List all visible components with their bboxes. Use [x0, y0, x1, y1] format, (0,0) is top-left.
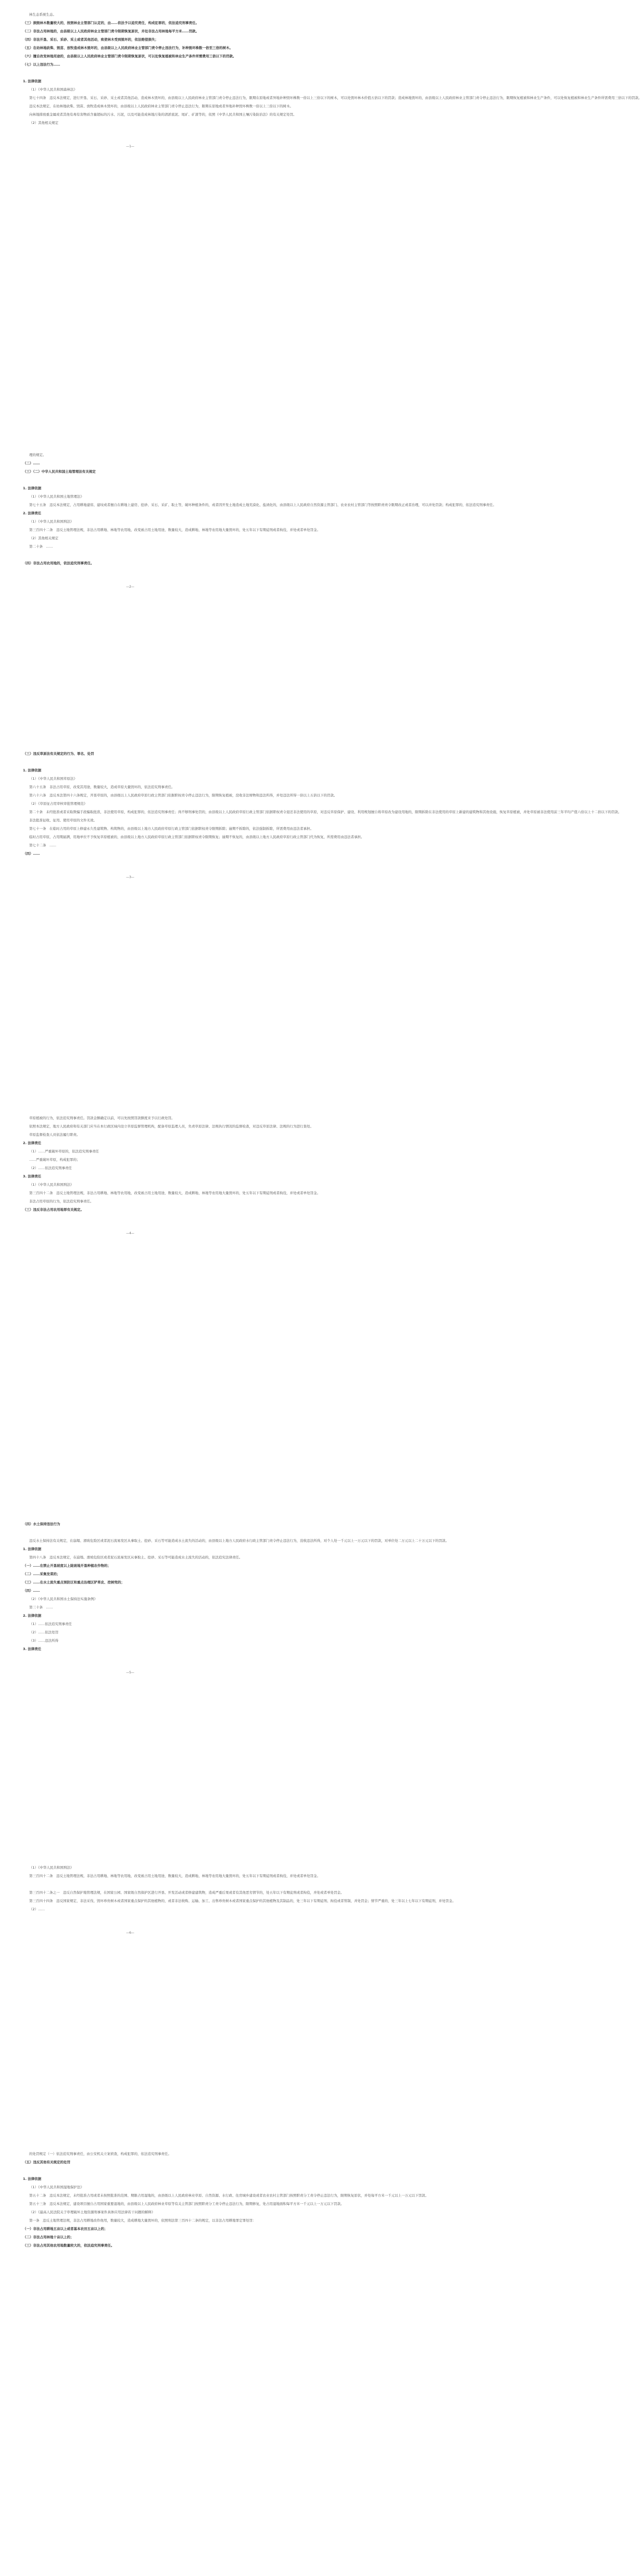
paragraph-line: 3. 法律责任: [23, 1647, 42, 1651]
page-number: —2—: [126, 585, 134, 589]
paragraph-line: （四）非法占用农用地的，依法追究刑事责任。: [23, 561, 94, 565]
paragraph-line: 第二十条 未经批准或者采取欺骗手段骗取批准，非法使用草原，构成犯罪的，依法追究刑事责任；尚不够刑事处罚的，由县级以上人民政府草原行政主管部门依据职权责令退还非法使用的草原，对违反草原保护、建设、利用规划擅自将草原改为建设用地的，限期拆除在非法使用的草原上新建的建筑物和其他设施，恢复草原植被，并处草原被非法使用前三年平均产值六倍以上十二倍以下的罚款。: [29, 810, 622, 814]
paragraph-line: 第三百四十二条 违反土地管理法规，非法占用耕地、林地等农用地，改变被占用土地用途，数量较大，造成耕地、林地等农用地大量毁坏的，处五年以下有期徒刑或者拘役，并处或者单处罚金。: [29, 1191, 320, 1195]
paragraph-line: 第四十八条 违反本法规定，在崩塌、滑坡危险区或者泥石流易发区从事取土、挖砂、采石等可能造成水土流失的活动的，依法追究法律责任。: [29, 1555, 243, 1559]
page: [0, 451, 496, 591]
paragraph-line: （二）非法占用林地的，由县级以上人民政府林业主管部门责令限期恢复原状，并处非法占用林地每平方米……罚款。: [23, 29, 199, 33]
paragraph-line: （七）以上违法行为……: [23, 62, 60, 67]
paragraph-line: 草原植被的行为，依法追究刑事责任。罚款金额确定以前，可以先按照罚款额度来予以行政处罚。: [29, 1116, 175, 1120]
paragraph-line: 非法占用草原的行为，依法追究刑事责任。: [29, 1199, 94, 1203]
paragraph-line: （1）《中华人民共和国刑法》: [29, 519, 74, 524]
paragraph-line: 第三十条 ……: [29, 1605, 53, 1609]
page-number: —1—: [126, 145, 134, 148]
paragraph-line: （五）违反其他有关规定的处罚: [23, 2160, 70, 2164]
paragraph-line: （1）《中华人民共和国湿地保护法》: [29, 2185, 84, 2189]
paragraph-line: 第二十条 ……: [29, 544, 53, 549]
page: [0, 10, 642, 151]
paragraph-line: （1）《中华人民共和国森林法》: [29, 87, 77, 92]
paragraph-line: 第一条 违反土地管理法规，非法占用耕地改作他用，数量较大，造成耕地大量毁坏的，依照刑法第三百四十二条的规定，以非法占用耕地罪定罪处罚：: [29, 2218, 256, 2223]
paragraph-line: （2）……依法处罚: [29, 1630, 59, 1634]
paragraph-line: 第五十三条 违反本法规定，建设项目擅自占用国家重要湿地的，由县级以上人民政府林业草原等有关主管部门按照职责分工责令停止违法行为，限期修复，处占用湿地面积每平方米一千元以上一万元以下罚款。: [29, 2202, 344, 2206]
paragraph-line: （二）非法占用林地十亩以上的；: [23, 2235, 74, 2239]
paragraph-line: （一）非法占用耕地五亩以上或者基本农田五亩以上的；: [23, 2227, 108, 2231]
paragraph-line: （三）违反草原法有关规定的行为、罪名、处罚: [23, 752, 94, 756]
paragraph-line: 第六十五条 非法占用草原，改变其用途，数量较大，造成草原大量毁坏的，依法追究刑事责任。: [29, 785, 175, 789]
paragraph-line: 第七十五条 违反本法规定，占用耕地建窑、建坟或者擅自在耕地上建房、挖砂、采石、采矿、取土等，破坏种植条件的，或者因开发土地造成土地荒漠化、盐渍化的，由县级以上人民政府自然资源主管部门、农业农村主管部门等按照职责责令限期改正或者治理，可以并处罚款；构成犯罪的，依法追究刑事责任。: [29, 503, 496, 507]
paragraph-line: 3. 法律责任: [23, 1174, 42, 1178]
paragraph-line: （六）擅自改变林地用途的，由县级以上人民政府林业主管部门责令限期恢复原状，可以处恢复植被和林业生产条件所需费用三倍以下的罚款。: [23, 54, 236, 58]
paragraph-line: 临时占用草原，占用期届满，用地单位不予恢复草原植被的，由县级以上地方人民政府草原行政主管部门依据职权责令限期恢复；逾期不恢复的，由县级以上地方人民政府草原行政主管部门代为恢复，所需费用由违法者承担。: [29, 835, 364, 839]
paragraph-line: 违反水土保持法有关规定，在崩塌、滑坡危险区或者泥石流易发区从事取土、挖砂、采石等可能造成水土流失的活动的，由县级以上地方人民政府水行政主管部门责令停止违法行为，没收违法所得，对个人处一千元以上一万元以下的罚款，对单位处二万元以上二十万元以下的罚款。: [29, 1539, 449, 1543]
paragraph-line: （二）……: [23, 461, 40, 465]
paragraph-line: 依照本法规定，地方人民政府和有关部门应当在本行政区域内设立草原监督管理机构，配备草原监理人员，负责草原法律、法规执行情况的监督检查，对违反草原法律、法规的行为进行查处。: [29, 1124, 313, 1128]
paragraph-line: （1）《中华人民共和国刑法》: [29, 1183, 74, 1187]
paragraph-line: 第七十一条 在临时占用的草原上修建永久性建筑物、构筑物的，由县级以上地方人民政府草原行政主管部门依据职权责令限期拆除；逾期不拆除的，依法强制拆除，所需费用由违法者承担。: [29, 827, 313, 831]
paragraph-line: （1）《中华人民共和国草原法》: [29, 777, 77, 781]
paragraph-line: （1）……依法追究刑事责任: [29, 1622, 72, 1626]
paragraph-line: ……严重破坏草原，构成犯罪的；: [29, 1158, 80, 1162]
paragraph-line: 2. 法律责任: [23, 1141, 42, 1145]
paragraph-line: （三）损毁林木数量较大的，按照林业主管部门认定的，由……依法予以追究责任，构成犯罪的，依法追究刑事责任。: [23, 21, 199, 25]
page-number: —5—: [126, 1671, 134, 1674]
page: [0, 2150, 429, 2274]
paragraph-line: （二）……采集发菜的；: [23, 1572, 60, 1576]
paragraph-line: 第五十二条 违反本法规定，未经批准占用或者未按照批准的范围、期限占用湿地的，由县级以上人民政府林业草原、自然资源、水行政、住房城乡建设或者农业农村主管部门按照职责分工责令停止违法行为，限期恢复原状，并处每平方米一千元以上一万元以下罚款。: [29, 2193, 429, 2198]
paragraph-line: 第三百四十二条之一 违反自然保护地管理法规，在国家公园、国家级自然保护区进行开垦、开发活动或者修建建筑物，造成严重后果或者有其他恶劣情节的，处五年以下有期徒刑或者拘役，并处或者单处罚金。: [29, 1890, 344, 1895]
paragraph-line: （3）……违法所得: [29, 1639, 59, 1643]
paragraph-line: 草原监督检查人员依法履行职责。: [29, 1133, 80, 1137]
paragraph-line: 第七十二条 ……: [29, 843, 56, 847]
paragraph-line: （2）……: [29, 1907, 45, 1911]
paragraph-line: 1. 法律依据: [23, 486, 42, 490]
paragraph-line: （1）……严重破坏草原的，依法追究刑事责任: [29, 1149, 99, 1153]
paragraph-line: 第三百四十四条 违反国家规定，非法采伐、毁坏珍贵树木或者国家重点保护的其他植物的，或者非法收购、运输、加工、出售珍贵树木或者国家重点保护的其他植物及其制品的，处三年以下有期徒刑、拘役或者管制，并处罚金；情节严重的，处三年以上七年以下有期徒刑，并处罚金。: [29, 1899, 456, 1903]
paragraph-line: （2）《中华人民共和国水土保持法实施条例》: [29, 1597, 97, 1601]
paragraph-line: 1. 法律依据: [23, 2177, 42, 2181]
paragraph-line: （一）……在禁止开垦坡度以上陡坡地开垦种植农作物的；: [23, 1564, 111, 1568]
paragraph-line: （1）《中华人民共和国土地管理法》: [29, 494, 84, 499]
paragraph-line: 向林地排放重金属或者其他有毒有害物质含量超标的污水、污泥，以及可能造成林地污染的清淤底泥、尾矿、矿渣等的，依照《中华人民共和国土壤污染防治法》的有关规定处罚。: [29, 112, 297, 117]
paragraph-line: （2）《最高人民法院关于审理破坏土地资源刑事案件具体应用法律若干问题的解释》: [29, 2210, 155, 2214]
paragraph-line: 第六十六条 违反本法第四十六条规定，开垦草原的，由县级以上人民政府草原行政主管部门依据职权责令停止违法行为，限期恢复植被，没收非法财物和违法所得，并处违法所得一倍以上五倍以下的罚款。: [29, 793, 337, 797]
paragraph-line: 1. 法律依据: [23, 768, 42, 772]
page-number: —4—: [126, 1232, 134, 1235]
paragraph-line: （三）（二）中华人民共和国土地管理法有关规定: [23, 469, 96, 474]
paragraph-line: 第三百四十二条 违反土地管理法规，非法占用耕地、林地等农用地，改变被占用土地用途，数量较大，造成耕地、林地等农用地大量毁坏的，处五年以下有期徒刑或者拘役，并处或者单处罚金。: [29, 1874, 320, 1878]
paragraph-line: 1. 法律依据: [23, 1547, 42, 1551]
page: [0, 750, 622, 882]
paragraph-line: 1. 法律依据: [23, 79, 42, 83]
paragraph-line: （四）非法开垦、采石、采砂、采土或者其他活动，致使林木受到毁坏的，依法赔偿损失；: [23, 37, 158, 42]
paragraph-line: 的处罚规定（一）依法追究刑事责任，由公安机关立案侦查，构成犯罪的，依法追究刑事责任。: [29, 2152, 171, 2156]
page-number: —3—: [126, 875, 134, 879]
page-number: —6—: [126, 1931, 134, 1935]
paragraph-line: （四）……: [23, 852, 40, 856]
paragraph-line: （三）……在水土流失重点预防区和重点治理区铲草皮、挖树兜的；: [23, 1580, 124, 1584]
page: [0, 1520, 449, 1677]
paragraph-line: （1）《中华人民共和国刑法》: [29, 1866, 74, 1870]
paragraph-line: 违反本法规定，在幼林地砍柴、毁苗、放牧造成林木毁坏的，由县级以上人民政府林业主管部门责令停止违法行为，限期在原地或者异地补种毁坏株数一倍以上三倍以下的树木。: [29, 104, 293, 108]
paragraph-line: 第三百四十二条 违反土地管理法规，非法占用耕地、林地等农用地，改变被占用土地用途，数量较大，造成耕地、林地等农用地大量毁坏的，处五年以下有期徒刑或者拘役，并处或者单处罚金。: [29, 528, 320, 532]
paragraph-line: （2）其他相关规定: [29, 121, 59, 125]
paragraph-line: （2）《草原征占用审核审批管理规范》: [29, 802, 87, 806]
page: [0, 1114, 320, 1238]
page: [0, 1863, 456, 1937]
paragraph-line: （三）非法占用其他农用地数量较大的，依法追究刑事责任。: [23, 2243, 115, 2248]
paragraph-line: （2）……依法追究刑事责任: [29, 1166, 72, 1170]
paragraph-line: 2. 法律责任: [23, 511, 42, 515]
paragraph-line: 第七十四条 违反本法规定，进行开垦、采石、采砂、采土或者其他活动，造成林木毁坏的，由县级以上人民政府林业主管部门责令停止违法行为，限期在原地或者异地补种毁坏株数一倍以上三倍以下的树木，可以处毁坏林木价值五倍以下的罚款；造成林地毁坏的，由县级以上人民政府林业主管部门责令停止违法行为，限期恢复植被和林业生产条件，可以处恢复植被和林业生产条件所需费用三倍以下的罚款。: [29, 96, 642, 100]
paragraph-line: （五）在幼林地砍柴、毁苗、放牧造成林木毁坏的，由县级以上人民政府林业主管部门责令停止违法行为，补种毁坏株数一倍至三倍的树木。: [23, 46, 233, 50]
paragraph-line: （2）其他相关规定: [29, 536, 59, 540]
paragraph-line: 2. 法律依据: [23, 1614, 42, 1618]
paragraph-line: 理的规定。: [29, 453, 46, 457]
paragraph-line: 林生态系统生态。: [29, 12, 56, 17]
paragraph-line: （四）……: [23, 1589, 40, 1593]
paragraph-line: （四）水土保持违法行为: [23, 1522, 60, 1526]
paragraph-line: （三）违反非法占用农用地罪有关规定。: [23, 1208, 84, 1212]
paragraph-line: 非法批准征收、征用、使用草原的文件无效。: [29, 818, 97, 822]
